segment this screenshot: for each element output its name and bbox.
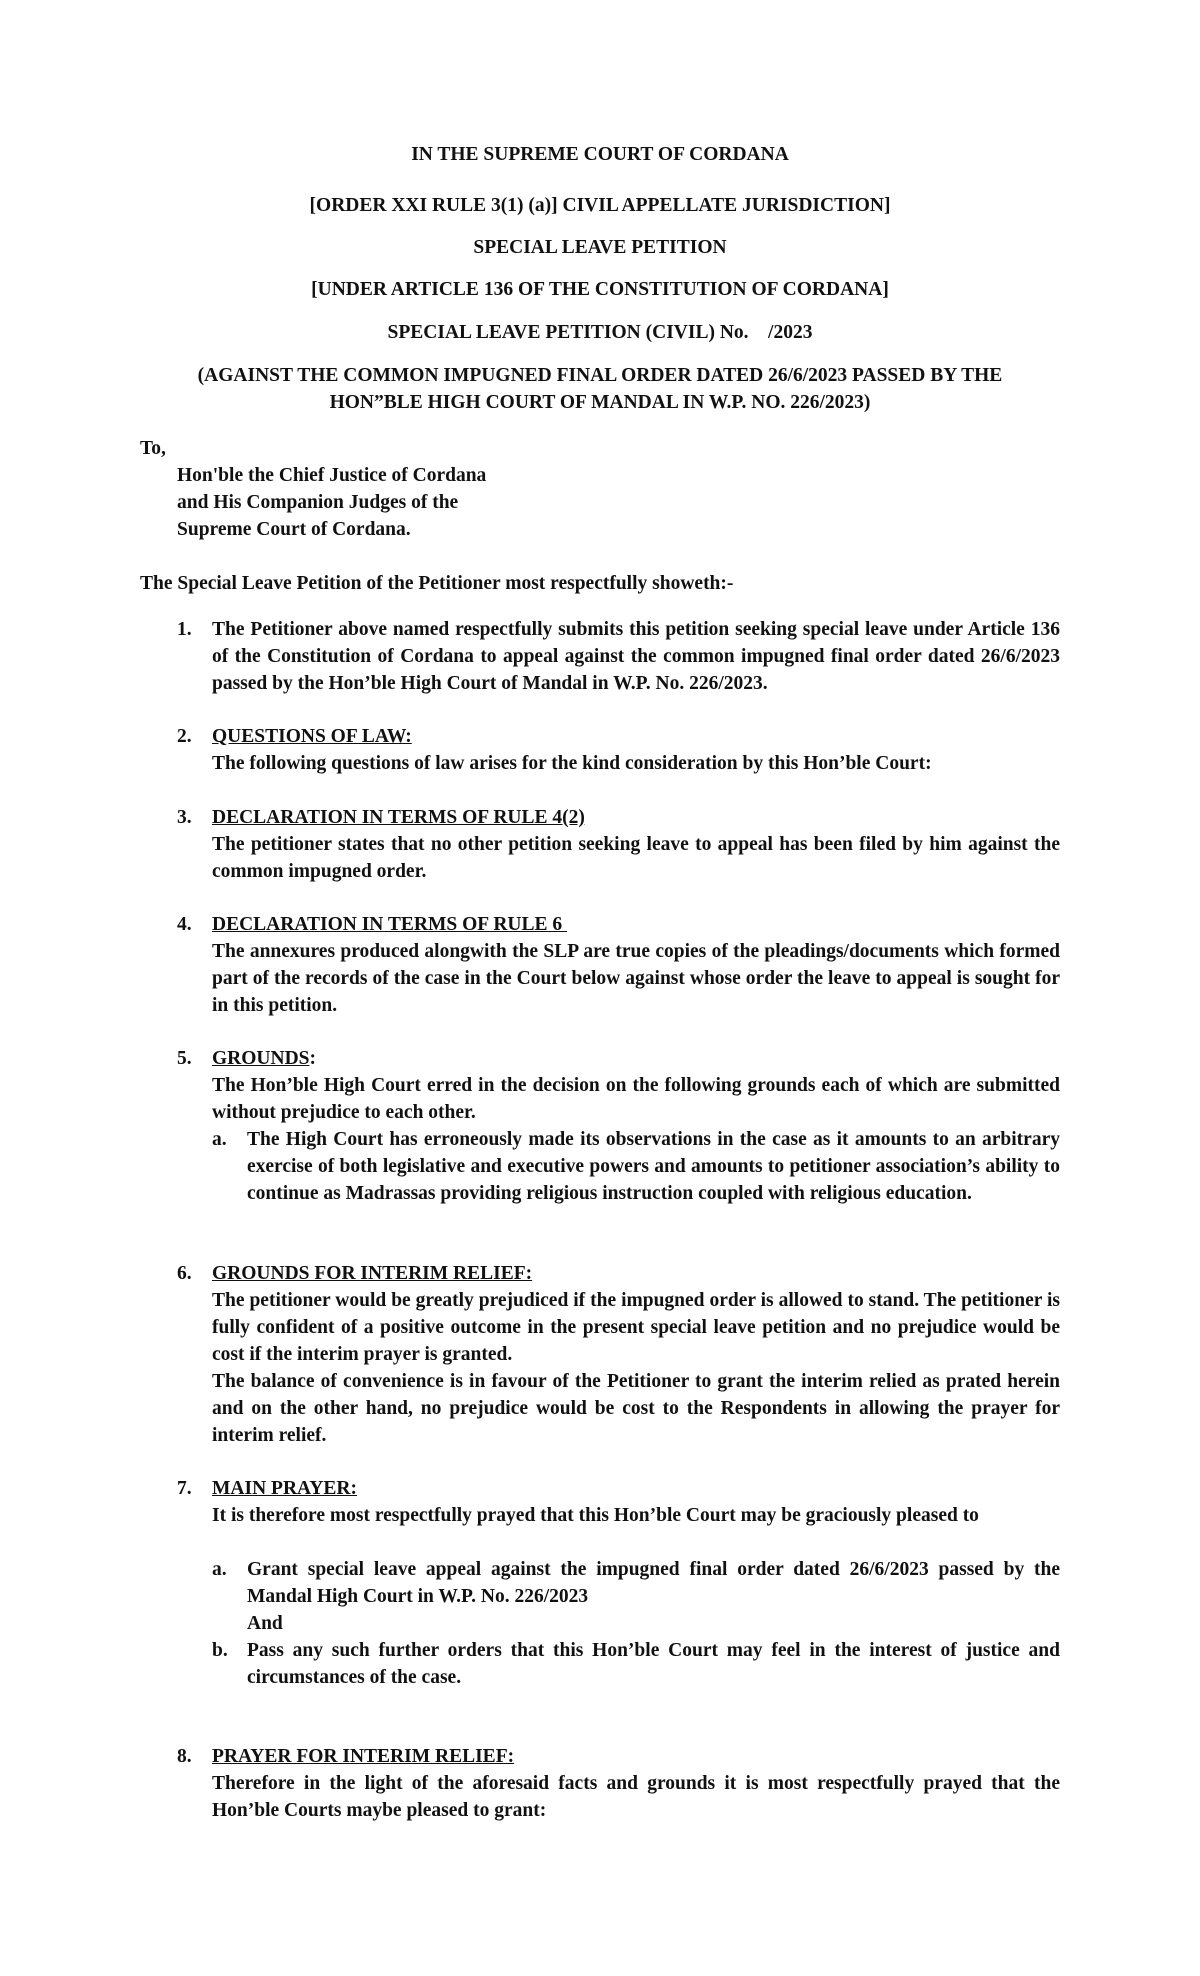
- address-line-2: and His Companion Judges of the: [177, 492, 459, 513]
- section-6-text-1: The petitioner would be greatly prejudiced if the impugned order is allowed to stand. The petitioner is fully confident of a positive outcome in the present special leave petition and no prejudice would be cost if the interim prayer is granted.: [212, 1290, 1060, 1365]
- section-2-number: 2.: [177, 726, 192, 747]
- section-6-number: 6.: [177, 1263, 192, 1284]
- section-7-and: And: [247, 1613, 283, 1634]
- section-5-heading: GROUNDS: [212, 1048, 310, 1069]
- section-5-heading-colon: :: [309, 1048, 317, 1069]
- section-2-heading: QUESTIONS OF LAW:: [212, 726, 412, 747]
- section-4-text: The annexures produced alongwith the SLP are true copies of the pleadings/documents which formed part of the records of the case in the Court below against whose order the leave to appeal is sought for in this petition.: [212, 941, 1060, 1016]
- section-7-number: 7.: [177, 1478, 192, 1499]
- section-4-heading: DECLARATION IN TERMS OF RULE 6: [212, 914, 568, 935]
- section-3-text: The petitioner states that no other petition seeking leave to appeal has been filed by him against the common impugned order.: [212, 834, 1060, 882]
- section-7-item-b-label: b.: [212, 1640, 228, 1661]
- intro-line: The Special Leave Petition of the Petitioner most respectfully showeth:-: [140, 573, 734, 594]
- section-2-text: The following questions of law arises for the kind consideration by this Hon’ble Court:: [212, 753, 932, 774]
- section-5-number: 5.: [177, 1048, 192, 1069]
- section-5-heading-wrap: [212, 1045, 316, 1072]
- section-7-heading: MAIN PRAYER:: [212, 1478, 357, 1499]
- section-5-item-a-label: a.: [212, 1129, 227, 1150]
- section-3-heading: DECLARATION IN TERMS OF RULE 4(2): [212, 807, 585, 828]
- court-title: IN THE SUPREME COURT OF CORDANA: [411, 144, 789, 165]
- section-3-number: 3.: [177, 807, 192, 828]
- case-number: SPECIAL LEAVE PETITION (CIVIL) No. /2023: [387, 322, 813, 343]
- section-8-number: 8.: [177, 1746, 192, 1767]
- address-line-1: Hon'ble the Chief Justice of Cordana: [177, 465, 487, 486]
- against-line-2: HON”BLE HIGH COURT OF MANDAL IN W.P. NO. 226/2023): [329, 392, 871, 413]
- article-line: [UNDER ARTICLE 136 OF THE CONSTITUTION OF CORDANA]: [311, 279, 889, 300]
- section-6-text-2: The balance of convenience is in favour of the Petitioner to grant the interim relied as prated herein and on the other hand, no prejudice would be cost to the Respondents in allowing the prayer for interim relief.: [212, 1371, 1060, 1446]
- section-1-text: The Petitioner above named respectfully submits this petition seeking special leave under Article 136 of the Constitution of Cordana to appeal against the common impugned final order dated 26/6/2023 passed by the Hon’ble High Court of Mandal in W.P. No. 226/2023.: [212, 619, 1060, 694]
- section-7-item-b-text: Pass any such further orders that this Hon’ble Court may feel in the interest of justice and circumstances of the case.: [247, 1640, 1060, 1688]
- section-7-item-a-text: Grant special leave appeal against the impugned final order dated 26/6/2023 passed by the Mandal High Court in W.P. No. 226/2023: [247, 1559, 1060, 1607]
- section-6-heading: GROUNDS FOR INTERIM RELIEF:: [212, 1263, 533, 1284]
- section-5-item-a-text: The High Court has erroneously made its observations in the case as it amounts to an arbitrary exercise of both legislative and executive powers and amounts to petitioner association’s ability to continue as Madrassas providing religious instruction coupled with religious education.: [247, 1129, 1060, 1204]
- against-line-1: (AGAINST THE COMMON IMPUGNED FINAL ORDER DATED 26/6/2023 PASSED BY THE: [197, 365, 1003, 386]
- section-1-number: 1.: [177, 619, 192, 640]
- section-5-text: The Hon’ble High Court erred in the decision on the following grounds each of which are submitted without prejudice to each other.: [212, 1075, 1060, 1123]
- section-4-number: 4.: [177, 914, 192, 935]
- jurisdiction-line: [ORDER XXI RULE 3(1) (a)] CIVIL APPELLATE JURISDICTION]: [309, 195, 891, 216]
- section-7-text: It is therefore most respectfully prayed that this Hon’ble Court may be graciously pleased to: [212, 1505, 979, 1526]
- section-8-text: Therefore in the light of the aforesaid facts and grounds it is most respectfully prayed that the Hon’ble Courts maybe pleased to grant:: [212, 1773, 1060, 1821]
- address-to: To,: [140, 438, 166, 459]
- section-7-item-a-label: a.: [212, 1559, 227, 1580]
- address-line-3: Supreme Court of Cordana.: [177, 519, 411, 540]
- section-8-heading: PRAYER FOR INTERIM RELIEF:: [212, 1746, 515, 1767]
- petition-type: SPECIAL LEAVE PETITION: [473, 237, 727, 258]
